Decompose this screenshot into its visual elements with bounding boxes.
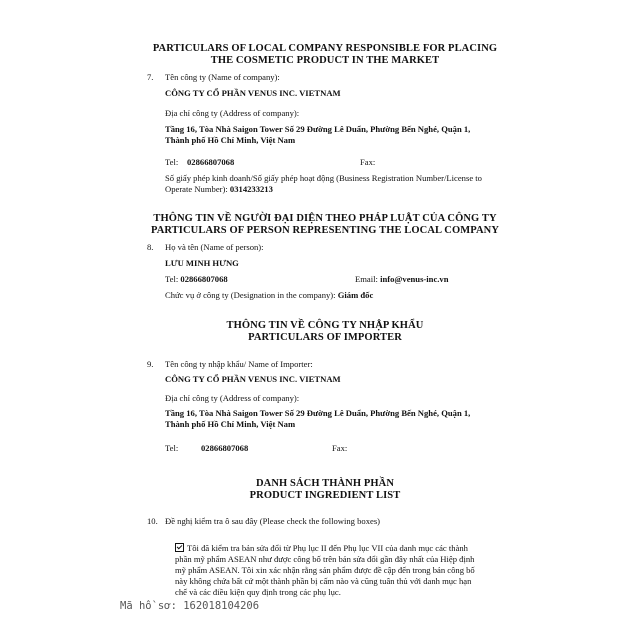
- company-address-label: Địa chỉ công ty (Address of company):: [165, 108, 300, 118]
- item-number-10: 10.: [147, 516, 158, 526]
- declaration-line5: chế và các điều kiện quy định trong các phụ lục.: [175, 587, 341, 597]
- person-tel: [165, 274, 228, 285]
- declaration-line1: Tôi đã kiểm tra bản sửa đổi từ Phụ lục II đến Phụ lục VII của danh mục các thành: [187, 543, 468, 553]
- importer-name-label: Tên công ty nhập khẩu/ Name of Importer:: [165, 359, 313, 369]
- declaration-line3: mỹ phẩm ASEAN. Tôi xin xác nhận rằng sản phẩm được đề cập đến trong bản công bố: [175, 565, 475, 575]
- section4-heading-line2: PRODUCT INGREDIENT LIST: [249, 490, 401, 501]
- license-label-line1: Số giấy phép kinh doanh/Số giấy phép hoạt động (Business Registration Number/License to: [165, 173, 482, 183]
- section1-heading-line2: THE COSMETIC PRODUCT IN THE MARKET: [210, 55, 440, 66]
- importer-name-value: CÔNG TY CỔ PHẦN VENUS INC. VIETNAM: [165, 374, 341, 384]
- importer-tel-label: Tel:: [165, 443, 179, 453]
- declaration-line4: này không chứa bất cứ một thành phần bị cấm nào và cũng tuân thủ với danh mục hạn: [175, 576, 472, 586]
- section3-heading: [100, 320, 550, 344]
- person-email: [355, 274, 448, 285]
- importer-address-label: Địa chỉ công ty (Address of company):: [165, 393, 300, 403]
- person-tel-label: Tel:: [165, 274, 179, 284]
- company-tel-value: 02866807068: [187, 157, 235, 167]
- declaration-line2: phần mỹ phẩm ASEAN như được công bố trên bản sửa đổi gần đây nhất của Hiệp định: [175, 554, 475, 564]
- record-code: Mã hồ sơ: 162018104206: [120, 600, 260, 612]
- company-address-line1: Tầng 16, Tòa Nhà Saigon Tower Số 29 Đường Lê Duẩn, Phường Bến Nghé, Quận 1,: [165, 124, 471, 134]
- declaration-checkbox[interactable]: [175, 543, 184, 552]
- section3-heading-line2: PARTICULARS OF IMPORTER: [248, 332, 402, 343]
- person-email-value: info@venus-inc.vn: [380, 274, 449, 284]
- designation-value: Giám đốc: [337, 290, 374, 300]
- person-name-label: Họ và tên (Name of person):: [165, 242, 264, 252]
- company-fax-label: Fax:: [360, 157, 376, 167]
- license-number: 0314233213: [229, 184, 273, 194]
- company-tel-label: Tel:: [165, 157, 179, 167]
- section4-heading: [100, 478, 550, 502]
- person-name-value: LƯU MINH HƯNG: [165, 258, 239, 268]
- company-name-value: CÔNG TY CỔ PHẦN VENUS INC. VIETNAM: [165, 88, 341, 98]
- section2-heading: [100, 213, 550, 237]
- person-tel-value: 02866807068: [180, 274, 228, 284]
- importer-fax-label: Fax:: [332, 443, 348, 453]
- importer-address-line2: Thành phố Hồ Chí Minh, Việt Nam: [165, 419, 296, 429]
- designation-label: Chức vụ ở công ty (Designation in the company):: [165, 290, 336, 300]
- section2-heading-line2: PARTICULARS OF PERSON REPRESENTING THE LOCAL COMPANY: [150, 225, 500, 236]
- item-number-8: 8.: [147, 242, 154, 252]
- license-label-line2: Operate Number):: [165, 184, 228, 194]
- importer-tel-value: 02866807068: [201, 443, 249, 453]
- company-address-line2: Thành phố Hồ Chí Minh, Việt Nam: [165, 135, 296, 145]
- person-email-label: Email:: [355, 274, 378, 284]
- person-designation: [165, 290, 373, 301]
- item-number-7: 7.: [147, 72, 154, 82]
- section4-heading-line1: DANH SÁCH THÀNH PHẦN: [255, 478, 395, 489]
- license-line2: [165, 184, 273, 195]
- importer-address-line1: Tầng 16, Tòa Nhà Saigon Tower Số 29 Đường Lê Duẩn, Phường Bến Nghé, Quận 1,: [165, 408, 471, 418]
- checklist-instruction: Đề nghị kiểm tra ô sau đây (Please check the following boxes): [165, 516, 381, 526]
- declaration-line1-row: [175, 543, 468, 554]
- section1-heading: [100, 43, 550, 67]
- section1-heading-line1: PARTICULARS OF LOCAL COMPANY RESPONSIBLE FOR PLACING: [152, 43, 498, 54]
- company-name-label: Tên công ty (Name of company):: [165, 72, 280, 82]
- item-number-9: 9.: [147, 359, 154, 369]
- section2-heading-line1: THÔNG TIN VỀ NGƯỜI ĐẠI DIỆN THEO PHÁP LUẬT CỦA CÔNG TY: [153, 213, 497, 224]
- section3-heading-line1: THÔNG TIN VỀ CÔNG TY NHẬP KHẨU: [226, 320, 424, 331]
